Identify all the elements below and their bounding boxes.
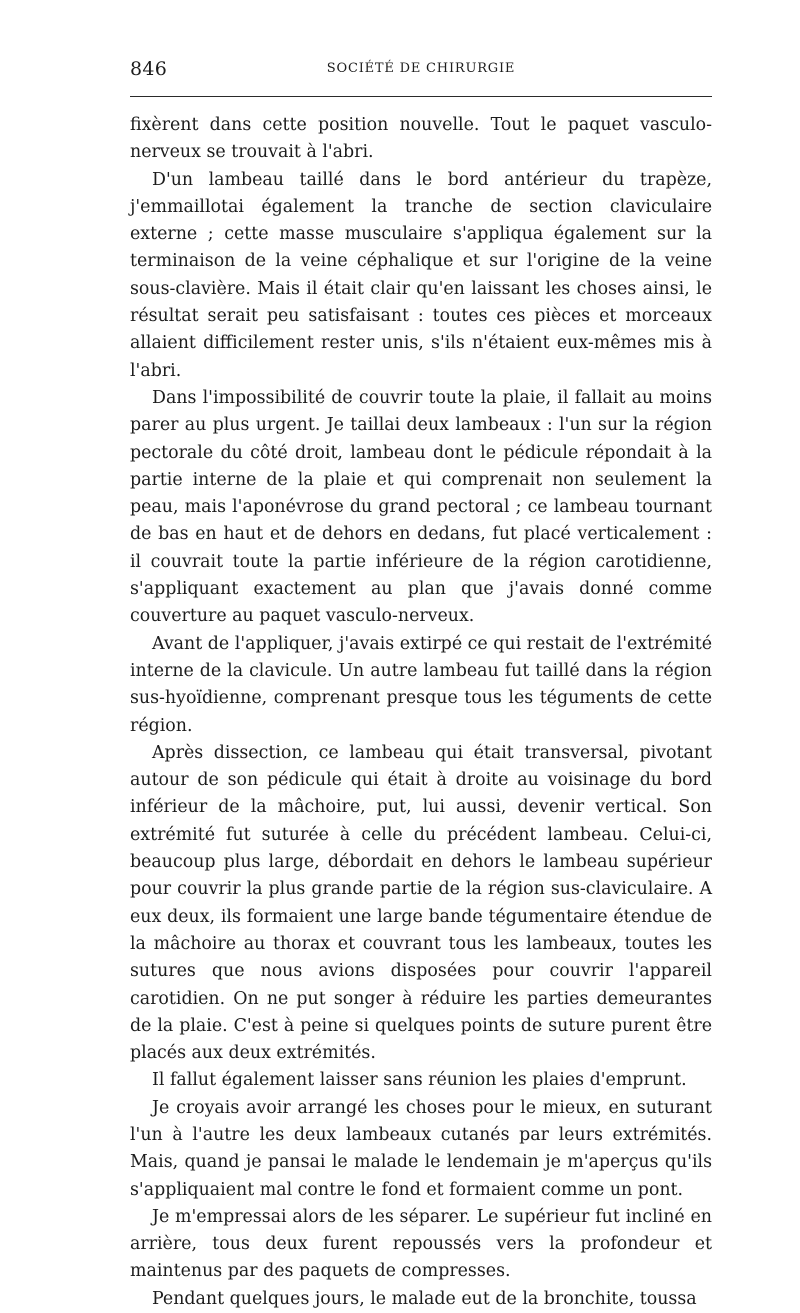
paragraph: Après dissection, ce lambeau qui était transversal, pivotant autour de son pédicule qui était à droite au voisinage du bord inférieur de la mâchoire, put, lui aussi, devenir vertical. Son extrémité fut suturée à celle du précédent lambeau. Celui-ci, beaucoup plus large, débordait en dehors le lambeau supérieur pour couvrir la plus grande partie de la région sus-claviculaire. A eux deux, ils formaient une large bande tégumentaire étendue de la mâchoire au thorax et couvrant tous les lambeaux, toutes les sutures que nous avions disposées pour couvrir l'appareil carotidien. On ne put songer à réduire les parties demeurantes de la plaie. C'est à peine si quelques points de suture purent être placés aux deux extrémités.: [130, 742, 712, 1064]
page-number: 846: [130, 58, 168, 80]
page-header: [130, 58, 712, 84]
paragraph: Pendant quelques jours, le malade eut de la bronchite, toussa: [152, 1288, 697, 1309]
paragraph: D'un lambeau taillé dans le bord antérieur du trapèze, j'emmaillotai également la tranche de section claviculaire externe ; cette masse musculaire s'appliqua également sur la terminaison de la veine céphalique et sur l'origine de la veine sous-clavière. Mais il était clair qu'en laissant les choses ainsi, le résultat serait peu satisfaisant : toutes ces pièces et morceaux allaient difficilement rester unis, s'ils n'étaient eux-mêmes mis à l'abri.: [130, 169, 712, 381]
paragraph: Il fallut également laisser sans réunion les plaies d'emprunt.: [152, 1070, 687, 1091]
body-text: [130, 112, 712, 1313]
header-rule: [130, 96, 712, 97]
paragraph: Je croyais avoir arrangé les choses pour le mieux, en suturant l'un à l'autre les deux lambeaux cutanés par leurs extrémités. Mais, quand je pansai le malade le lendemain je m'aperçus qu'ils s'appliquaient mal contre le fond et formaient comme un pont.: [130, 1097, 712, 1200]
paragraph: Dans l'impossibilité de couvrir toute la plaie, il fallait au moins parer au plus urgent. Je taillai deux lambeaux : l'un sur la région pectorale du côté droit, lambeau dont le pédicule répondait à la partie interne de la plaie et qui comprenait non seulement la peau, mais l'aponévrose du grand pectoral ; ce lambeau tournant de bas en haut et de dehors en dedans, fut placé verticalement : il couvrait toute la partie inférieure de la région carotidienne, s'appliquant exactement au plan que j'avais donné comme couverture au paquet vasculo-nerveux.: [130, 387, 712, 627]
paragraph: fixèrent dans cette position nouvelle. Tout le paquet vasculo-nerveux se trouvait à l'abri.: [130, 115, 712, 163]
paragraph: Je m'empressai alors de les séparer. Le supérieur fut incliné en arrière, tous deux furent repoussés vers la profondeur et maintenus par des paquets de compresses.: [130, 1206, 712, 1282]
running-title: SOCIÉTÉ DE CHIRURGIE: [326, 61, 516, 76]
paragraph: Avant de l'appliquer, j'avais extirpé ce qui restait de l'extrémité interne de la clavicule. Un autre lambeau fut taillé dans la région sus-hyoïdienne, comprenant presque tous les téguments de cette région.: [130, 633, 712, 736]
